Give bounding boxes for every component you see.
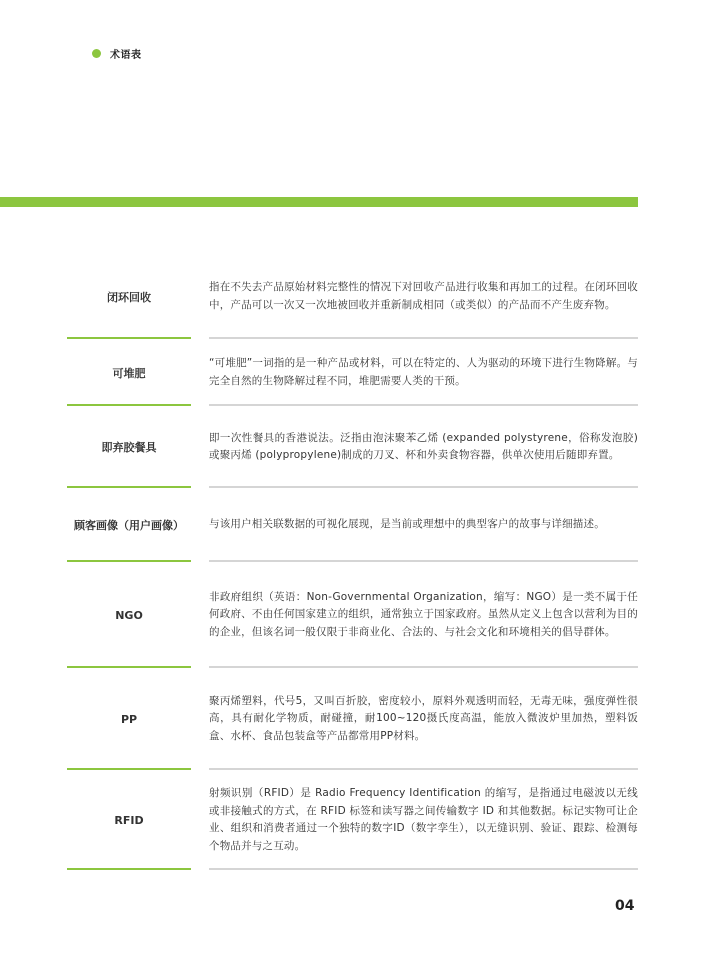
glossary-definition: 即一次性餐具的香港说法。泛指由泡沫聚苯乙烯 (expanded polystyrene，俗称发泡胶)或聚丙烯 (polypropylene)制成的刀叉、杯和外卖食物容器，供单次使用后随即弃置。 bbox=[209, 431, 638, 461]
glossary-definition: 指在不失去产品原始材料完整性的情况下对回收产品进行收集和再加工的过程。在闭环回收中，产品可以一次又一次地被回收并重新制成相同（或类似）的产品而不产生废弃物。 bbox=[209, 281, 638, 311]
glossary-row bbox=[67, 488, 638, 562]
glossary-definition: “可堆肥”一词指的是一种产品或材料，可以在特定的、人为驱动的环境下进行生物降解。与完全自然的生物降解过程不同，堆肥需要人类的干预。 bbox=[209, 357, 638, 387]
glossary-row bbox=[67, 770, 638, 870]
glossary-term: 即弃胶餐具 bbox=[101, 441, 157, 454]
term-divider bbox=[67, 868, 191, 870]
glossary-term: 顾客画像（用户画像） bbox=[74, 519, 184, 532]
glossary-row bbox=[67, 562, 638, 668]
header-accent-band bbox=[0, 197, 638, 207]
glossary-definition: 非政府组织（英语：Non-Governmental Organization，缩写：NGO）是一类不属于任何政府、不由任何国家建立的组织，通常独立于国家政府。虽然从定义上包含以营利为目的的企业，但该名词一般仅限于非商业化、合法的、与社会文化和环境相关的倡导群体。 bbox=[209, 590, 638, 638]
glossary-definition: 射频识别（RFID）是 Radio Frequency Identification 的缩写，是指通过电磁波以无线或非接触式的方式，在 RFID 标签和读写器之间传输数字 ID 和其他数据。标记实物可让企业、组织和消费者通过一个独特的数字ID（数字孪生），以无缝识别、验证、跟踪、检测每个物品并与之互动。 bbox=[209, 787, 638, 852]
glossary-definition: 聚丙烯塑料，代号5，又叫百折胶，密度较小，原料外观透明而轻，无毒无味，强度弹性很高，具有耐化学物质，耐碰撞，耐100~120摄氏度高温，能放入微波炉里加热，塑料饭盒、水杯、食品包装盒等产品都常用PP材料。 bbox=[209, 694, 638, 742]
glossary-row bbox=[67, 406, 638, 488]
definition-divider bbox=[209, 868, 638, 870]
section-header bbox=[92, 46, 142, 61]
glossary-term: 可堆肥 bbox=[112, 366, 146, 380]
glossary-definition: 与该用户相关联数据的可视化展现，是当前或理想中的典型客户的故事与详细描述。 bbox=[209, 518, 605, 531]
glossary-term: 闭环回收 bbox=[107, 290, 151, 304]
glossary-row bbox=[67, 668, 638, 770]
glossary-row bbox=[67, 339, 638, 406]
page-number: 04 bbox=[615, 898, 635, 914]
glossary-term: NGO bbox=[115, 608, 143, 622]
glossary-term: PP bbox=[120, 712, 138, 726]
glossary-term: RFID bbox=[114, 813, 144, 827]
section-title: 术语表 bbox=[110, 50, 142, 61]
bullet-dot-icon bbox=[92, 49, 101, 58]
glossary-row bbox=[67, 254, 638, 339]
